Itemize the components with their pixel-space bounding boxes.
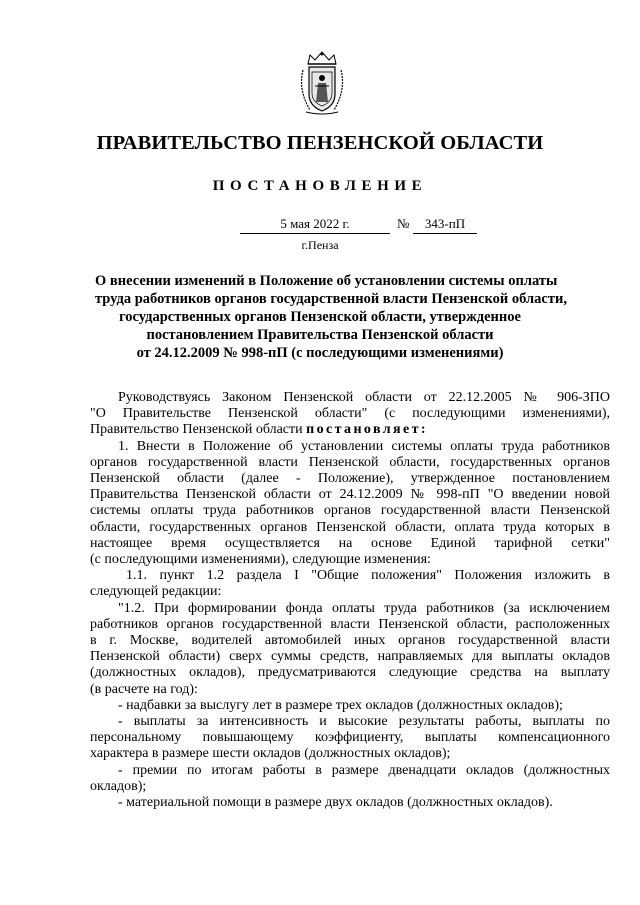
body-line: - премии по итогам работы в размере двенадцати окладов (должностных xyxy=(118,762,610,778)
body-line: Пензенской области) сверх суммы средств, направляемых для выплаты окладов xyxy=(90,649,610,665)
title-line: постановлением Правительства Пензенской области xyxy=(146,327,494,343)
body-line xyxy=(90,422,610,438)
city: г.Пенза xyxy=(301,238,339,252)
body-line: (должностных окладов), предусматриваются следующие средства на выплату xyxy=(90,665,610,681)
body-line: Руководствуясь Законом Пензенской области от 22.12.2005 № 906-ЗПО xyxy=(118,390,610,405)
body-line: - надбавки за выслугу лет в размере трех окладов (должностных окладов); xyxy=(118,697,563,713)
document-number: 343-пП xyxy=(413,216,477,234)
date-number-line xyxy=(240,216,480,234)
body-line: работников органов государственной власти Пензенской области, расположенных xyxy=(90,616,610,632)
body-line: - выплаты за интенсивность и высокие результаты работы, выплаты по xyxy=(118,714,610,730)
body-line: системы оплаты труда работников органов государственной власти Пензенской xyxy=(90,503,610,519)
title-line: государственных органов Пензенской области, утвержденное xyxy=(119,309,521,325)
body-line: настоящее время осуществляется на основе Единой тарифной сетки" xyxy=(90,535,610,551)
body-line: следующей редакции: xyxy=(90,584,222,600)
document-title xyxy=(95,272,567,362)
body-line: 1. Внести в Положение об установлении системы оплаты труда работников xyxy=(118,438,610,454)
body-line: Пензенской области (далее - Положение), утвержденное постановлением xyxy=(90,471,610,487)
body-line: "1.2. При формировании фонда оплаты труда работников (за исключением xyxy=(118,600,610,616)
number-sign: № xyxy=(397,216,410,231)
title-line: О внесении изменений в Положение об установлении системы оплаты xyxy=(95,273,558,289)
body-line: органов государственной власти Пензенской области, государственных органов xyxy=(90,454,610,470)
body-text: Правительство Пензенской области xyxy=(90,422,303,438)
body-line: "О Правительстве Пензенской области" (с последующими изменениями), xyxy=(90,406,610,422)
document-body xyxy=(90,390,610,811)
body-line: области, государственных органов Пензенской области, оплата труда которых в xyxy=(90,519,610,535)
body-line: характера в размере шести окладов (должностных окладов); xyxy=(90,746,451,762)
body-line: 1.1. пункт 1.2 раздела I "Общие положения" Положения изложить в xyxy=(126,568,610,584)
body-line: (с последующими изменениями), следующие изменения: xyxy=(90,552,431,568)
body-line: персональному повышающему коэффициенту, выплаты компенсационного xyxy=(90,730,610,746)
body-line: в г. Москве, водителей автомобилей иных органов государственной власти xyxy=(90,633,610,649)
body-line: окладов); xyxy=(90,778,147,794)
title-line: от 24.12.2009 № 998-пП (с последующими изменениями) xyxy=(136,345,504,361)
title-line: труда работников органов государственной власти Пензенской области, xyxy=(95,291,567,307)
document-date: 5 мая 2022 г. xyxy=(240,216,390,234)
decree-word: постановляет: xyxy=(306,422,428,438)
body-line: (в расчете на год): xyxy=(90,681,198,697)
body-line: Правительства Пензенской области от 24.12.2009 № 998-пП "О введении новой xyxy=(90,487,610,503)
organization-name: ПРАВИТЕЛЬСТВО ПЕНЗЕНСКОЙ ОБЛАСТИ xyxy=(96,132,544,154)
document-type: ПОСТАНОВЛЕНИЕ xyxy=(212,178,428,194)
coat-of-arms-emblem xyxy=(296,50,348,116)
body-line: - материальной помощи в размере двух окладов (должностных окладов). xyxy=(118,795,553,811)
